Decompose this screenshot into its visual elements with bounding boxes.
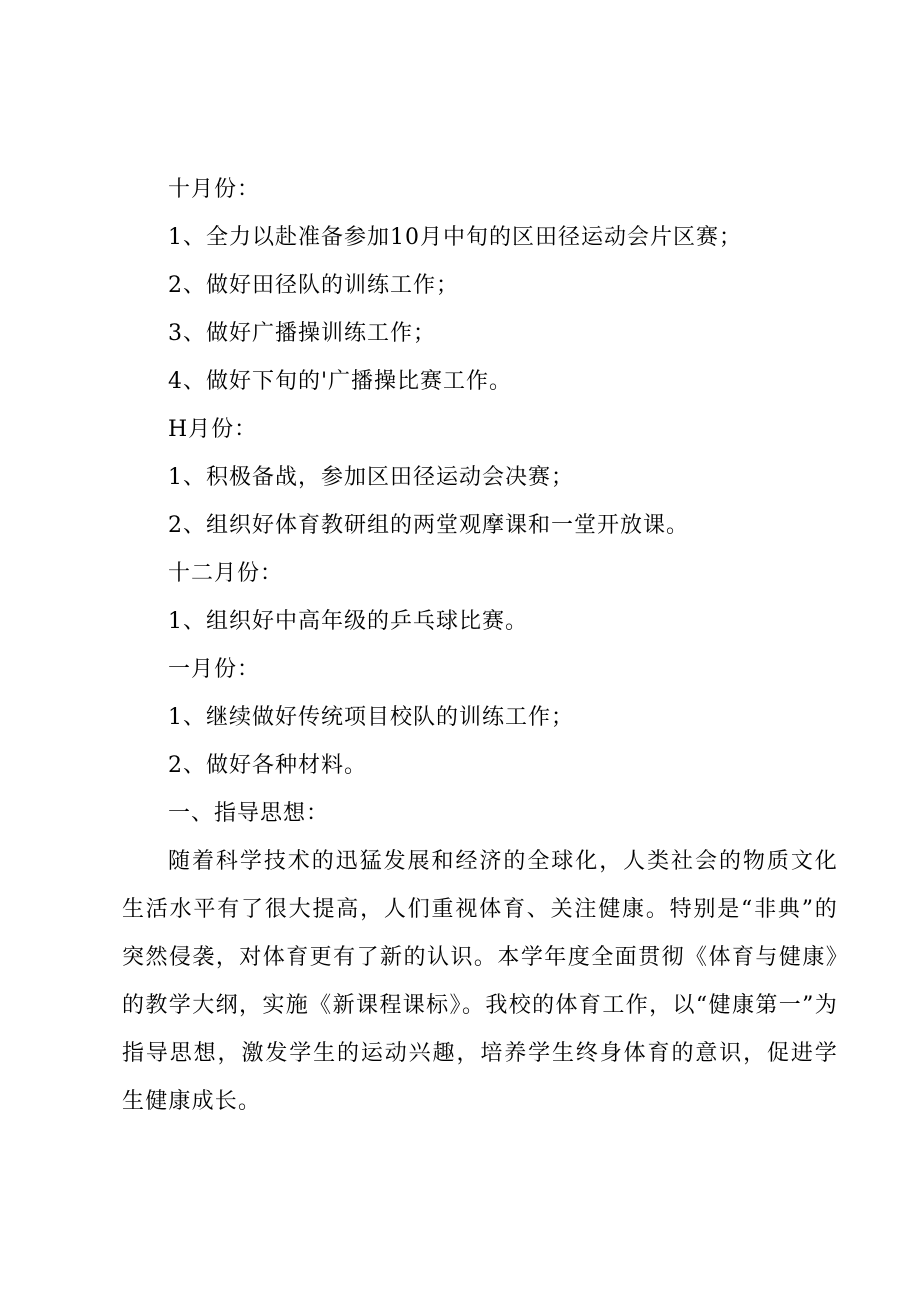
section-heading-guiding-thought: 一、指导思想：	[168, 801, 330, 826]
list-item: 3、做好广播操训练工作；	[168, 321, 436, 346]
list-item: 2、做好各种材料。	[168, 753, 367, 778]
month-heading-january: 一月份：	[168, 657, 261, 682]
list-item: 1、继续做好传统项目校队的训练工作；	[168, 705, 574, 730]
list-item: 1、积极备战，参加区田径运动会决赛；	[168, 465, 574, 490]
list-item: 4、做好下旬的'广播操比赛工作。	[168, 369, 513, 394]
body-paragraph: 随着科学技术的迅猛发展和经济的全球化，人类社会的物质文化生活水平有了很大提高，人们重视体育、关注健康。特别是“非典”的突然侵袭，对体育更有了新的认识。本学年度全面贯彻《体育与健康》的教学大纲，实施《新课程课标》。我校的体育工作，以“健康第一”为指导思想，激发学生的运动兴趣，培养学生终身体育的意识，促进学生健康成长。	[122, 849, 838, 1114]
list-item: 2、做好田径队的训练工作；	[168, 273, 459, 298]
list-item: 1、全力以赴准备参加10月中旬的区田径运动会片区赛；	[168, 225, 742, 250]
month-heading-december: 十二月份：	[168, 561, 284, 586]
list-item: 2、组织好体育教研组的两堂观摩课和一堂开放课。	[168, 513, 689, 538]
list-item: 1、组织好中高年级的乒乓球比赛。	[168, 609, 528, 634]
month-heading-november: H月份：	[168, 417, 258, 442]
month-heading-october: 十月份：	[168, 177, 261, 202]
